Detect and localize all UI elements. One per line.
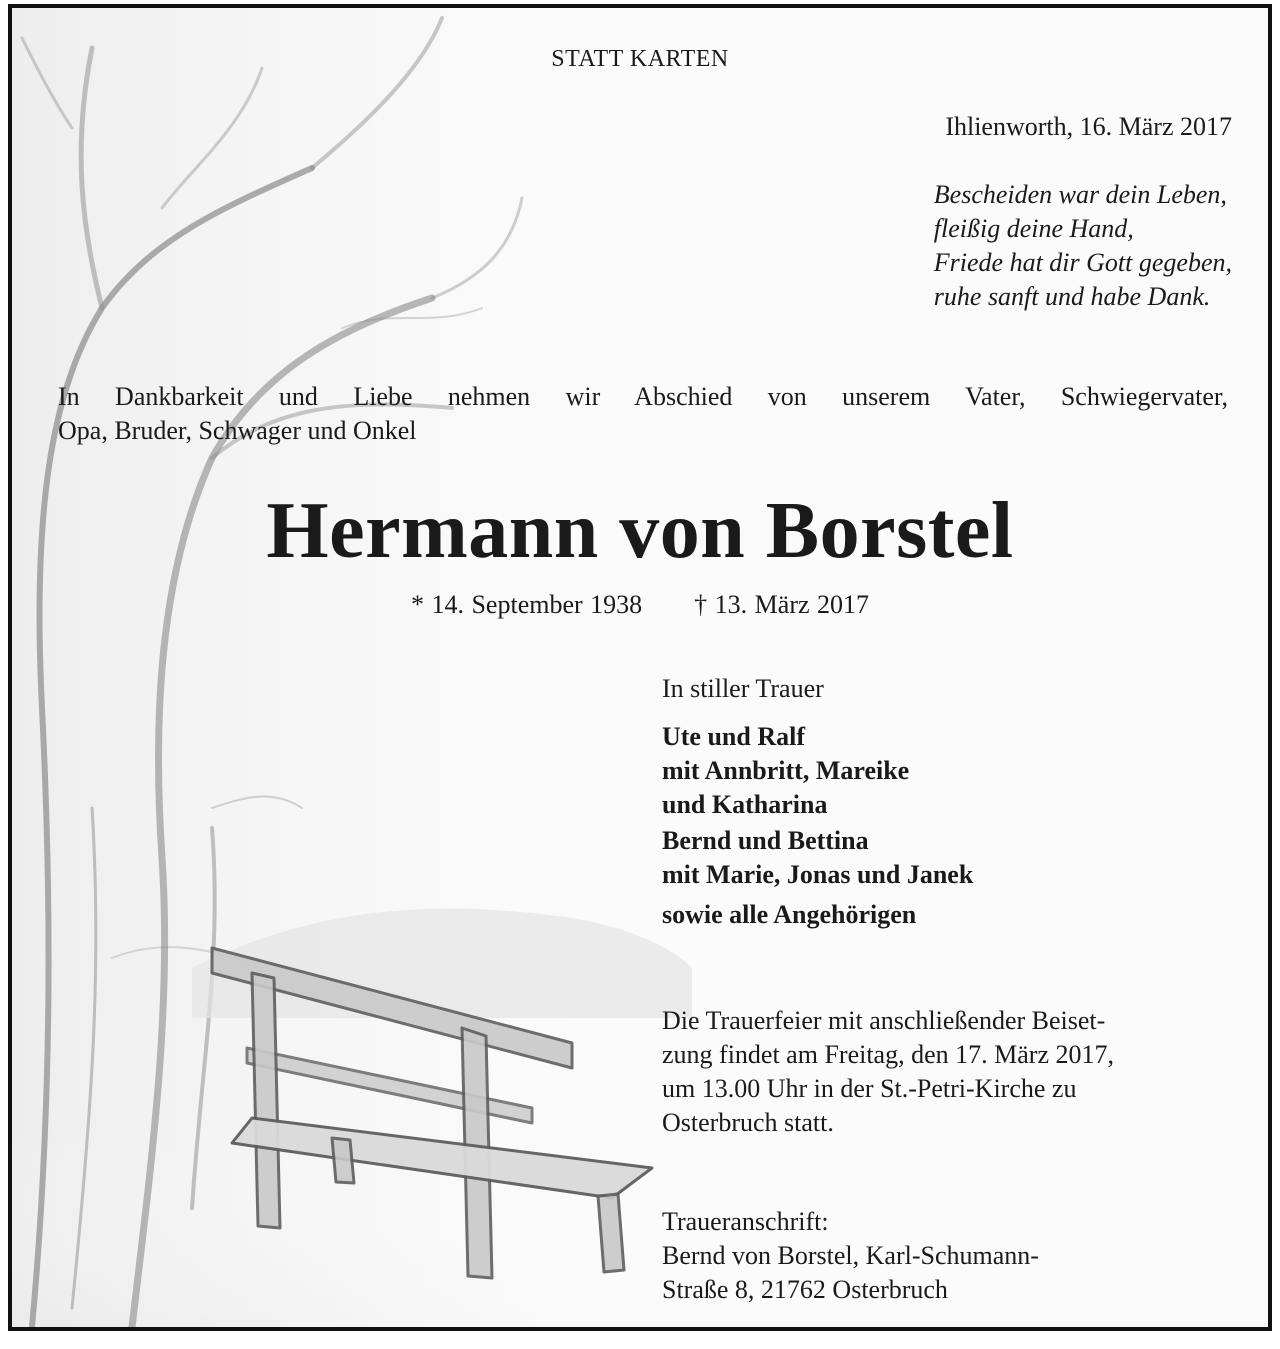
poem	[934, 178, 1232, 314]
funeral-line: zung findet am Freitag, den 17. März 2017,	[662, 1040, 1114, 1069]
family-line: Ute und Ralf	[662, 722, 806, 751]
deceased-name: Hermann von Borstel	[266, 487, 1014, 575]
mourning-address	[662, 1205, 1039, 1307]
funeral-line: um 13.00 Uhr in der St.-Petri-Kirche zu	[662, 1074, 1077, 1103]
family-line: Bernd und Bettina	[662, 826, 869, 855]
poem-line: Friede hat dir Gott gegeben,	[933, 248, 1232, 277]
obituary-notice	[8, 4, 1272, 1331]
poem-line: fleißig deine Hand,	[933, 214, 1134, 243]
family-list	[662, 720, 973, 934]
poem-line: ruhe sanft und habe Dank.	[933, 282, 1211, 311]
address-line: Bernd von Borstel, Karl-Schumann-	[662, 1241, 1039, 1270]
funeral-line: Osterbruch statt.	[662, 1108, 834, 1137]
family-line: und Katharina	[662, 790, 828, 819]
family-group	[662, 824, 973, 892]
header-label: STATT KARTEN	[551, 46, 729, 72]
poem-line: Bescheiden war dein Leben,	[933, 180, 1227, 209]
funeral-info	[662, 1004, 1228, 1140]
death-date: † 13. März 2017	[694, 590, 870, 619]
birth-date: * 14. September 1938	[410, 590, 643, 619]
intro-line: Opa, Bruder, Schwager und Onkel	[58, 416, 417, 445]
family-group	[662, 898, 973, 932]
intro-text	[58, 380, 1228, 448]
mourning-intro: In stiller Trauer	[662, 674, 824, 703]
address-line: Traueranschrift:	[662, 1207, 829, 1236]
family-group	[662, 720, 973, 822]
funeral-line: Die Trauerfeier mit anschließender Beiset-	[662, 1006, 1106, 1035]
family-line: sowie alle Angehörigen	[662, 900, 917, 929]
intro-line: In Dankbarkeit und Liebe nehmen wir Abschied von unserem Vater, Schwiegervater,	[58, 382, 1228, 411]
place-date: Ihlienworth, 16. März 2017	[945, 112, 1232, 141]
address-line: Straße 8, 21762 Osterbruch	[662, 1275, 948, 1304]
family-line: mit Annbritt, Mareike	[662, 756, 910, 785]
family-line: mit Marie, Jonas und Janek	[662, 860, 974, 889]
life-dates	[12, 590, 1268, 620]
